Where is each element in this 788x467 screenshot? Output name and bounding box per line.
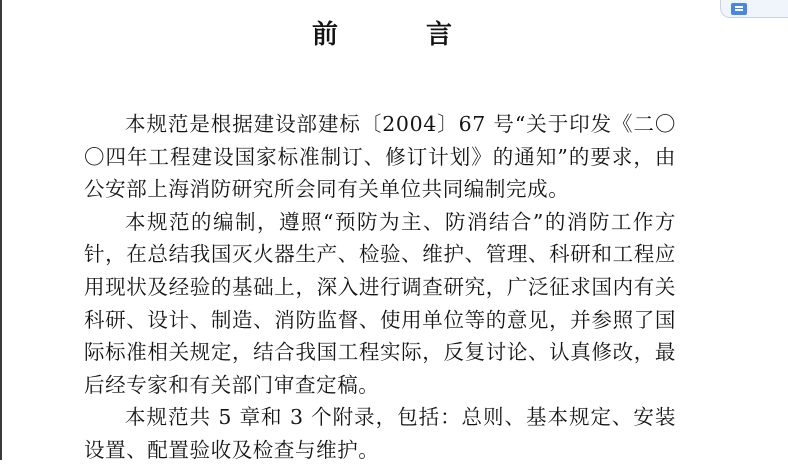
preface-body xyxy=(84,108,676,467)
paragraph-3: 本规范共 5 章和 3 个附录，包括：总则、基本规定、安装设置、配置验收及检查与维护。 xyxy=(84,405,676,462)
title-char-2: 言 xyxy=(425,20,452,50)
title-char-1: 前 xyxy=(312,20,339,50)
page-title xyxy=(312,14,452,51)
translate-tool-button[interactable] xyxy=(720,0,788,18)
paragraph-2: 本规范的编制，遵照“预防为主、防消结合”的消防工作方针，在总结我国灭火器生产、检验、维护、管理、科研和工程应用现状及经验的基础上，深入进行调查研究，广泛征求国内有关科研、设计、制造、消防监督、使用单位等的意见，并参照了国际标准相关规定，结合我国工程实际，反复讨论、认真修改，最后经专家和有关部门审查定稿。 xyxy=(84,209,676,397)
paragraph-1: 本规范是根据建设部建标〔2004〕67 号“关于印发《二〇〇四年工程建设国家标准制订、修订计划》的通知”的要求，由公安部上海消防研究所会同有关单位共同编制完成。 xyxy=(84,112,676,202)
translate-icon xyxy=(731,3,747,15)
